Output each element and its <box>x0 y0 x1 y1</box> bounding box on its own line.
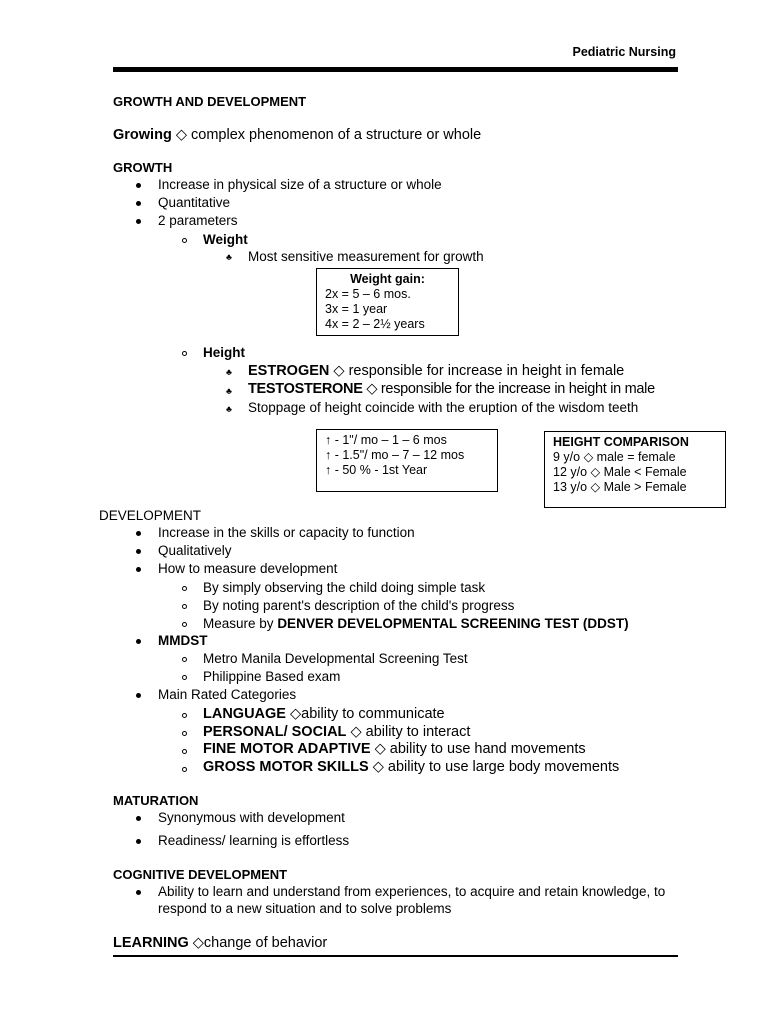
circle-bullet-icon <box>182 586 187 591</box>
weight-gain-line: 3x = 1 year <box>325 302 388 316</box>
circle-bullet-icon <box>182 713 187 718</box>
bullet-icon <box>136 219 141 224</box>
category-item <box>203 706 445 722</box>
category-item <box>203 724 470 740</box>
height-rate-box <box>316 429 498 492</box>
estrogen-term: ESTROGEN <box>248 363 330 379</box>
bullet-icon <box>136 816 141 821</box>
weight-gain-line: 4x = 2 – 2½ years <box>325 317 425 331</box>
learning-text: change of behavior <box>203 935 328 951</box>
ddst-name: DENVER DEVELOPMENTAL SCREENING TEST (DDST) <box>277 616 629 631</box>
bullet-icon <box>136 549 141 554</box>
height-label: Height <box>203 345 245 360</box>
bullet-icon <box>136 567 141 572</box>
growing-term: Growing <box>113 127 172 143</box>
maturation-heading: MATURATION <box>113 793 199 808</box>
height-comparison-box <box>544 431 726 508</box>
bullet-icon <box>136 201 141 206</box>
bullet-icon <box>136 839 141 844</box>
bullet-icon <box>136 890 141 895</box>
height-comparison-line: 9 y/o ◇ male = female <box>553 450 676 464</box>
diamond-icon: ◇ <box>192 935 204 951</box>
bullet-icon <box>136 639 141 644</box>
header-rule <box>113 67 678 72</box>
testosterone-term: TESTOSTERONE <box>248 381 363 397</box>
categories-label: Main Rated Categories <box>158 687 297 702</box>
growth-bullet: 2 parameters <box>158 213 238 228</box>
height-rate-line: ↑ - 50 % - 1st Year <box>325 463 428 477</box>
category-term: LANGUAGE <box>203 706 286 722</box>
cognitive-text-line: Ability to learn and understand from experiences, to acquire and retain knowledge, to <box>158 884 666 899</box>
category-item <box>203 759 619 775</box>
estrogen-line <box>248 363 624 379</box>
growing-definition <box>113 127 481 143</box>
growth-heading: GROWTH <box>113 160 173 175</box>
development-heading: DEVELOPMENT <box>99 508 202 523</box>
diamond-icon: ◇ <box>290 706 302 722</box>
bullet-icon <box>136 531 141 536</box>
bullet-icon <box>136 693 141 698</box>
growth-bullet: Increase in physical size of a structure or whole <box>158 177 442 192</box>
diamond-icon: ◇ <box>374 741 386 757</box>
page-heading: GROWTH AND DEVELOPMENT <box>113 94 307 109</box>
diamond-icon: ◇ <box>333 363 345 379</box>
height-rate-line: ↑ - 1"/ mo – 1 – 6 mos <box>325 433 447 447</box>
learning-term: LEARNING <box>113 935 189 951</box>
growth-bullet: Quantitative <box>158 195 231 210</box>
cognitive-text-line: respond to a new situation and to solve problems <box>158 901 452 916</box>
mmdst-item: Philippine Based exam <box>203 669 341 684</box>
diamond-icon: ◇ <box>175 127 187 143</box>
measure-item: By simply observing the child doing simple task <box>203 580 486 595</box>
bullet-icon <box>136 183 141 188</box>
clover-bullet-icon: ♣ <box>226 367 232 377</box>
estrogen-text: responsible for increase in height in female <box>348 363 625 379</box>
diamond-icon: ◇ <box>372 759 384 775</box>
mmdst-label: MMDST <box>158 633 208 648</box>
learning-line <box>113 935 327 951</box>
height-rate-line: ↑ - 1.5"/ mo – 7 – 12 mos <box>325 448 465 462</box>
diamond-icon: ◇ <box>350 724 362 740</box>
clover-bullet-icon: ♣ <box>226 252 232 262</box>
weight-gain-line: 2x = 5 – 6 mos. <box>325 287 411 301</box>
clover-bullet-icon: ♣ <box>226 386 232 396</box>
circle-bullet-icon <box>182 657 187 662</box>
measure-item <box>203 616 629 631</box>
circle-bullet-icon <box>182 731 187 736</box>
height-comparison-title: HEIGHT COMPARISON <box>553 435 689 449</box>
development-bullet: How to measure development <box>158 561 338 576</box>
circle-bullet-icon <box>182 604 187 609</box>
diamond-icon: ◇ <box>366 381 378 397</box>
circle-bullet-icon <box>182 238 187 243</box>
category-text: ability to use large body movements <box>387 759 620 775</box>
circle-bullet-icon <box>182 622 187 627</box>
development-bullet: Increase in the skills or capacity to function <box>158 525 415 540</box>
running-header: Pediatric Nursing <box>572 45 676 59</box>
testosterone-text: responsible for the increase in height in male <box>380 381 655 397</box>
category-term: FINE MOTOR ADAPTIVE <box>203 741 371 757</box>
weight-note: Most sensitive measurement for growth <box>248 249 484 264</box>
category-term: GROSS MOTOR SKILLS <box>203 759 369 775</box>
clover-bullet-icon: ♣ <box>226 404 232 414</box>
maturation-bullet: Readiness/ learning is effortless <box>158 833 350 848</box>
weight-label: Weight <box>203 232 248 247</box>
maturation-bullet: Synonymous with development <box>158 810 345 825</box>
testosterone-line <box>248 381 655 397</box>
development-bullet: Qualitatively <box>158 543 232 558</box>
growing-text: complex phenomenon of a structure or whole <box>191 127 482 143</box>
circle-bullet-icon <box>182 351 187 356</box>
cognitive-heading: COGNITIVE DEVELOPMENT <box>113 867 288 882</box>
category-term: PERSONAL/ SOCIAL <box>203 724 347 740</box>
height-comparison-line: 13 y/o ◇ Male > Female <box>553 480 687 494</box>
wisdom-teeth-note: Stoppage of height coincide with the eruption of the wisdom teeth <box>248 400 639 415</box>
weight-gain-title: Weight gain: <box>350 272 425 286</box>
height-comparison-line: 12 y/o ◇ Male < Female <box>553 465 687 479</box>
category-text: ability to communicate <box>301 706 445 722</box>
measure-by-text: Measure by <box>203 616 274 631</box>
category-item <box>203 741 586 757</box>
category-text: ability to interact <box>365 724 471 740</box>
circle-bullet-icon <box>182 749 187 754</box>
mmdst-item: Metro Manila Developmental Screening Test <box>203 651 468 666</box>
measure-item: By noting parent's description of the child's progress <box>203 598 515 613</box>
category-text: ability to use hand movements <box>389 741 586 757</box>
circle-bullet-icon <box>182 767 187 772</box>
footer-rule <box>113 955 678 957</box>
weight-gain-box <box>316 268 459 336</box>
circle-bullet-icon <box>182 675 187 680</box>
